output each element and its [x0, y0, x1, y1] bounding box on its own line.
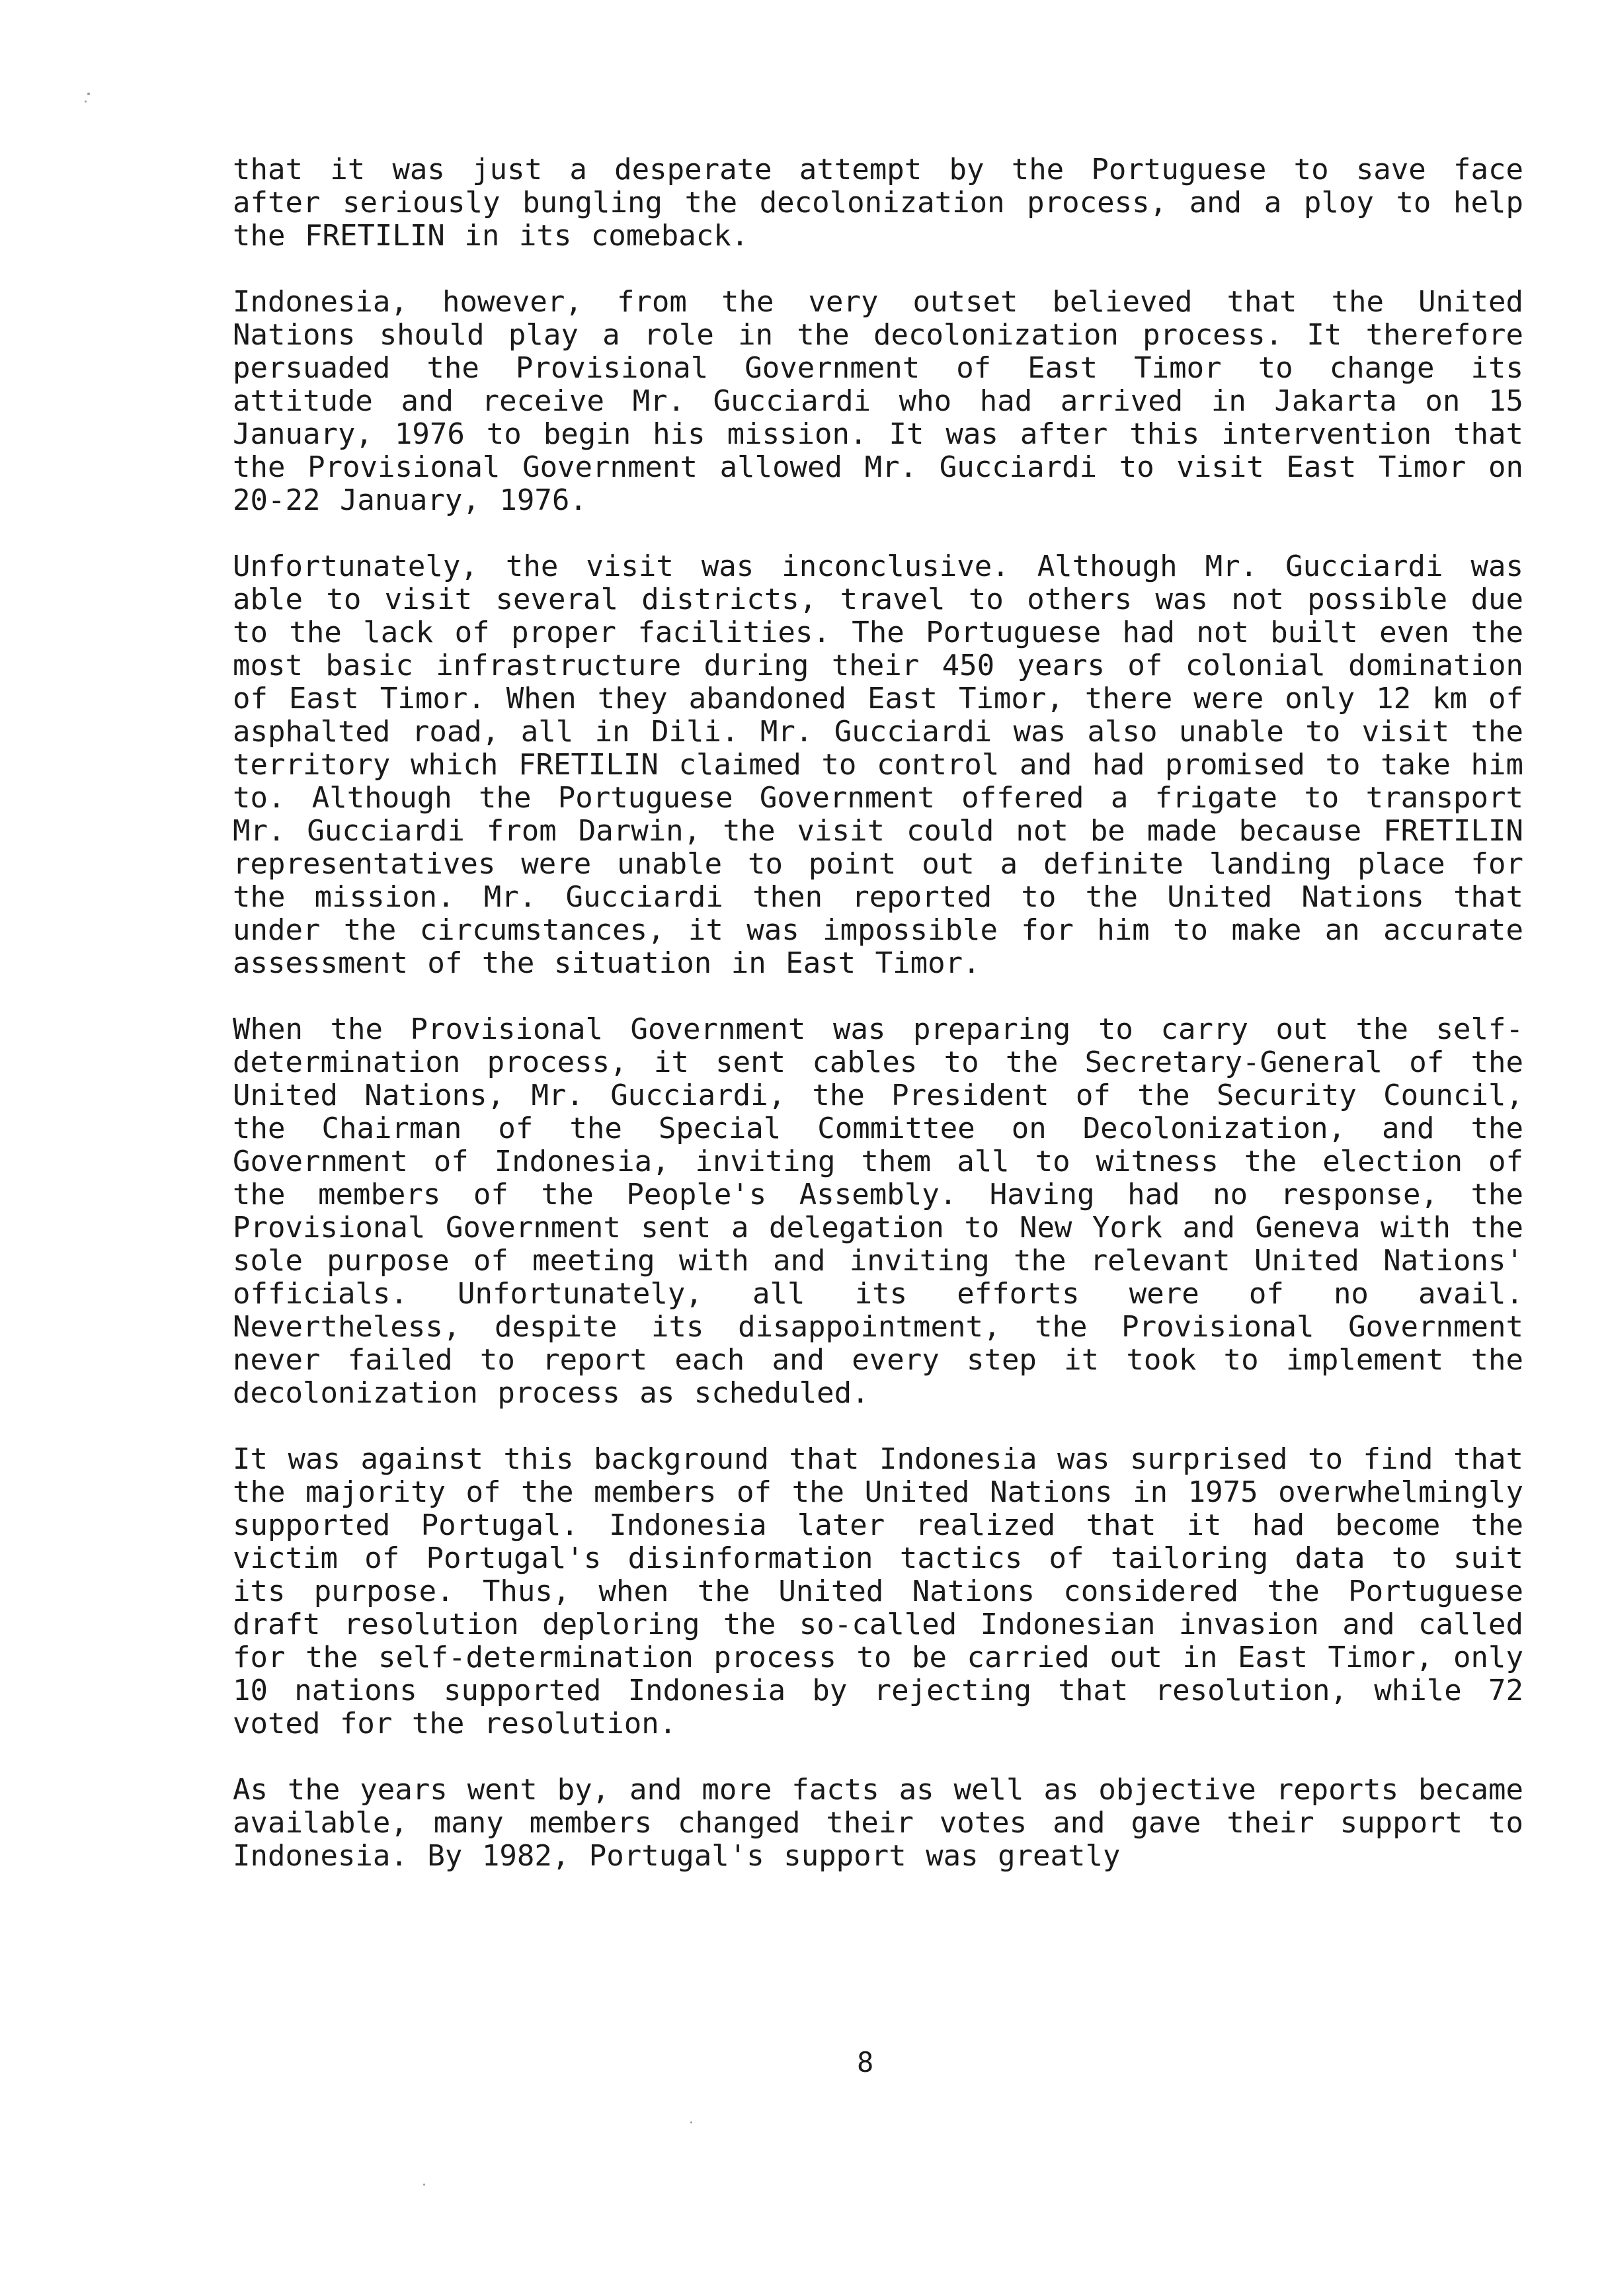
paragraph: When the Provisional Government was preparing to carry out the self-determination process, it sent cables to the Secretary-General of the United Nations, Mr. Gucciardi, the President of the Security Council, the Chairman of the Special Committee on Decolonization, and the Government of Indonesia, inviting them all to witness the election of the members of the People's Assembly. Having had no response, the Provisional Government sent a delegation to New York and Geneva with the sole purpose of meeting with and inviting the relevant United Nations' officials. Unfortunately, all its efforts were of no avail. Nevertheless, despite its disappointment, the Provisional Government never failed to report each and every step it took to implement the decolonization process as scheduled.	[233, 1012, 1523, 1410]
scan-speck	[690, 2121, 692, 2123]
paragraph: that it was just a desperate attempt by the Portuguese to save face after seriously bungling the decolonization process, and a ploy to help the FRETILIN in its comeback.	[233, 153, 1523, 253]
paragraph: Indonesia, however, from the very outset believed that the United Nations should play a role in the decolonization process. It therefore persuaded the Provisional Government of East Timor to change its attitude and receive Mr. Gucciardi who had arrived in Jakarta on 15 January, 1976 to begin his mission. It was after this intervention that the Provisional Government allowed Mr. Gucciardi to visit East Timor on 20-22 January, 1976.	[233, 285, 1523, 517]
scan-speck	[423, 2184, 425, 2186]
paragraph: It was against this background that Indonesia was surprised to find that the majority of the members of the United Nations in 1975 overwhelmingly supported Portugal. Indonesia later realized that it had become the victim of Portugal's disinformation tactics of tailoring data to suit its purpose. Thus, when the United Nations considered the Portuguese draft resolution deploring the so-called Indonesian invasion and called for the self-determination process to be carried out in East Timor, only 10 nations supported Indonesia by rejecting that resolution, while 72 voted for the resolution.	[233, 1442, 1523, 1741]
page-number: 8	[857, 2046, 874, 2078]
paragraph: As the years went by, and more facts as well as objective reports became available, many members changed their votes and gave their support to Indonesia. By 1982, Portugal's support was greatly	[233, 1773, 1523, 1873]
scan-speck	[87, 93, 90, 95]
scan-speck	[85, 101, 87, 102]
paragraph: Unfortunately, the visit was inconclusive. Although Mr. Gucciardi was able to visit several districts, travel to others was not possible due to the lack of proper facilities. The Portuguese had not built even the most basic infrastructure during their 450 years of colonial domination of East Timor. When they abandoned East Timor, there were only 12 km of asphalted road, all in Dili. Mr. Gucciardi was also unable to visit the territory which FRETILIN claimed to control and had promised to take him to. Although the Portuguese Government offered a frigate to transport Mr. Gucciardi from Darwin, the visit could not be made because FRETILIN representatives were unable to point out a definite landing place for the mission. Mr. Gucciardi then reported to the United Nations that under the circumstances, it was impossible for him to make an accurate assessment of the situation in East Timor.	[233, 550, 1523, 980]
document-body	[233, 153, 1523, 1906]
